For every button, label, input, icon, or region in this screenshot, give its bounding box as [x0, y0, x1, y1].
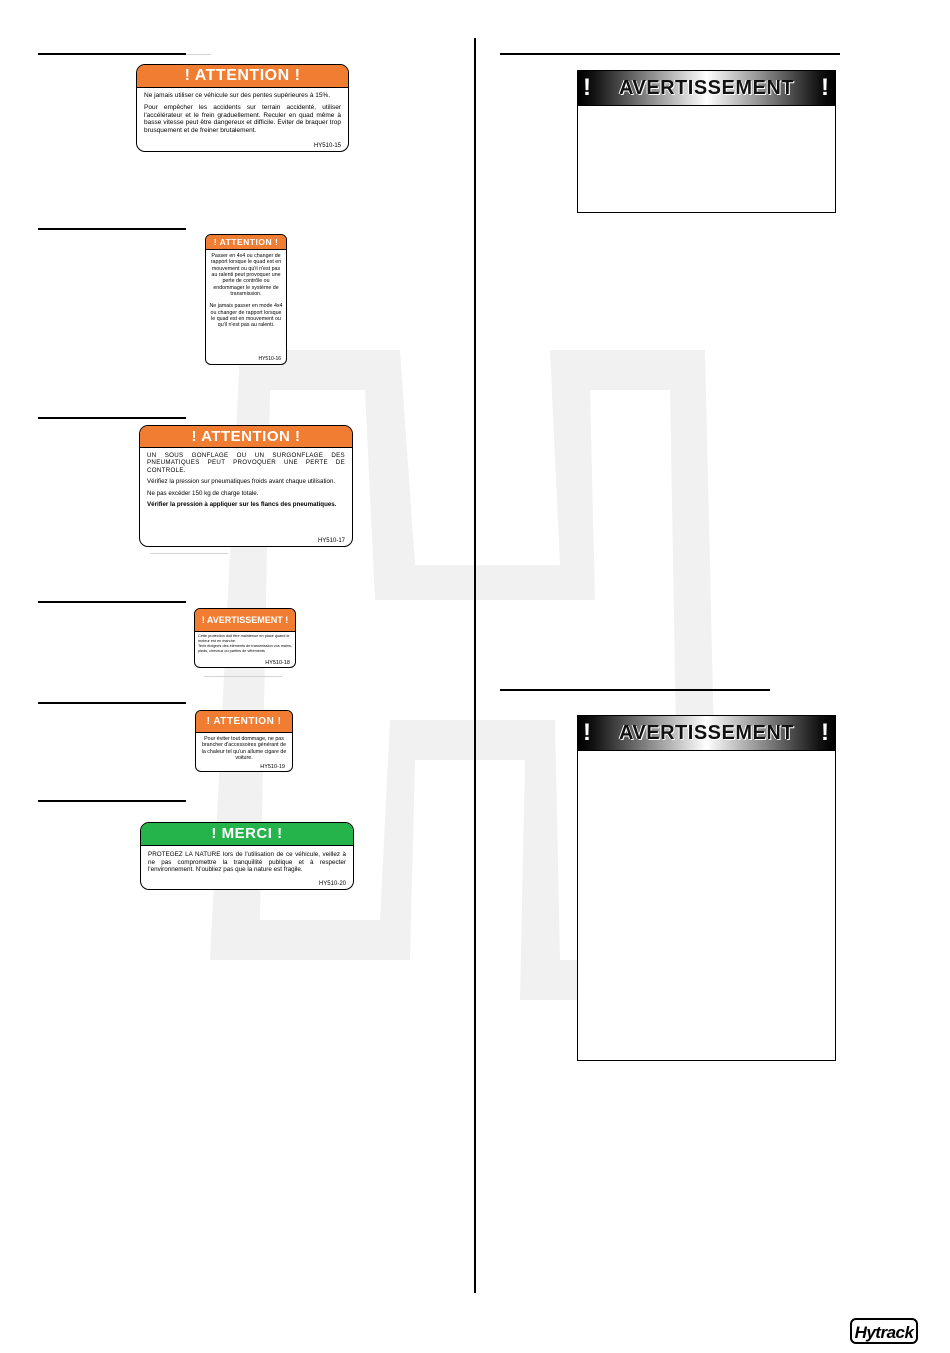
warning-banner — [578, 71, 835, 106]
section-rule — [38, 601, 186, 603]
label-header: ! ATTENTION ! — [137, 65, 348, 88]
label-text: Ne jamais passer en mode 4x4 ou changer de rapport lorsque le quad est en mouvement ou qu'il n'est pas au ralenti. — [209, 303, 283, 329]
hytrack-logo: Hytrack — [850, 1318, 918, 1344]
label-hy510-18 — [194, 608, 296, 668]
label-text: Pour éviter tout dommage, ne pas brancher d'accessoires générant de la chaleur tel qu'un allume cigare de voiture. — [201, 736, 287, 762]
label-code: HY510-15 — [313, 143, 341, 149]
label-text: Ne jamais utiliser ce véhicule sur des pentes supérieures à 15%. — [144, 92, 331, 99]
label-hy510-19 — [195, 710, 293, 772]
label-header: ! MERCI ! — [141, 823, 353, 846]
section-rule — [500, 53, 840, 55]
label-hy510-16 — [205, 234, 287, 365]
column-divider — [474, 38, 476, 1293]
section-rule — [38, 228, 186, 230]
label-hy510-17 — [139, 425, 353, 547]
label-hy510-20 — [140, 822, 354, 890]
label-hy510-15 — [136, 64, 349, 152]
exclamation-icon: ! — [821, 719, 829, 746]
warning-box-top — [577, 70, 836, 213]
label-text: Pour empêcher les accidents sur terrain accidenté, utiliser l'accélérateur et le frein graduellement. Reculer en quad même à basse vitesse peut être dangereux et difficile. Eviter de braquer trop brusquement et de freiner brutalement. — [144, 103, 341, 135]
label-text: Cette protection doit être maintenue en place quand le moteur est en marche. — [198, 634, 290, 643]
label-code: HY510-20 — [318, 881, 346, 887]
label-text: Vérifier la pression à appliquer sur les flancs des pneumatiques. — [147, 501, 337, 509]
label-text: Vérifiez la pression sur pneumatiques froids avant chaque utilisation. — [147, 478, 336, 486]
exclamation-icon: ! — [583, 74, 591, 101]
section-rule-faint — [150, 553, 228, 554]
label-header: ! ATTENTION ! — [206, 235, 286, 250]
warning-banner — [578, 716, 835, 751]
label-text: Tenir éloignés des éléments de transmission vos mains, pieds, cheveux ou parties de vêtements — [198, 644, 292, 653]
label-code: HY510-17 — [317, 538, 345, 544]
section-rule — [500, 689, 770, 691]
label-text: UN SOUS GONFLAGE OU UN SURGONFLAGE DES PNEUMATIQUES PEUT PROVOQUER UNE PERTE DE CONTROLE. — [147, 452, 345, 474]
section-rule-faint — [186, 54, 211, 55]
label-code: HY510-19 — [260, 764, 285, 770]
label-code: HY510-16 — [258, 356, 281, 362]
label-header: ! ATTENTION ! — [196, 711, 292, 733]
label-header: ! AVERTISSEMENT ! — [195, 609, 295, 632]
warning-title: AVERTISSEMENT — [618, 722, 795, 744]
section-rule — [38, 53, 186, 55]
warning-title: AVERTISSEMENT — [618, 77, 795, 99]
label-text: Passer en 4x4 ou changer de rapport lorsque le quad est en mouvement ou qu'il n'est pas au ralenti peut provoquer une perte de contrôle ou endommager le système de transmission. — [210, 253, 282, 298]
warning-box-bottom — [577, 715, 836, 1061]
label-text: Ne pas excéder 150 kg de charge totale. — [147, 489, 259, 497]
section-rule-faint — [204, 676, 282, 677]
section-rule — [38, 702, 186, 704]
label-header: ! ATTENTION ! — [140, 426, 352, 448]
section-rule — [38, 800, 186, 802]
exclamation-icon: ! — [583, 719, 591, 746]
section-rule — [38, 417, 186, 419]
label-text: PROTEGEZ LA NATURE lors de l'utilisation de ce véhicule, veillez à ne pas compromettre la tranquillité publique et à respecter l'environnement. N'oubliez pas que la nature est fragile. — [148, 851, 346, 874]
label-code: HY510-18 — [265, 660, 290, 666]
exclamation-icon: ! — [821, 74, 829, 101]
